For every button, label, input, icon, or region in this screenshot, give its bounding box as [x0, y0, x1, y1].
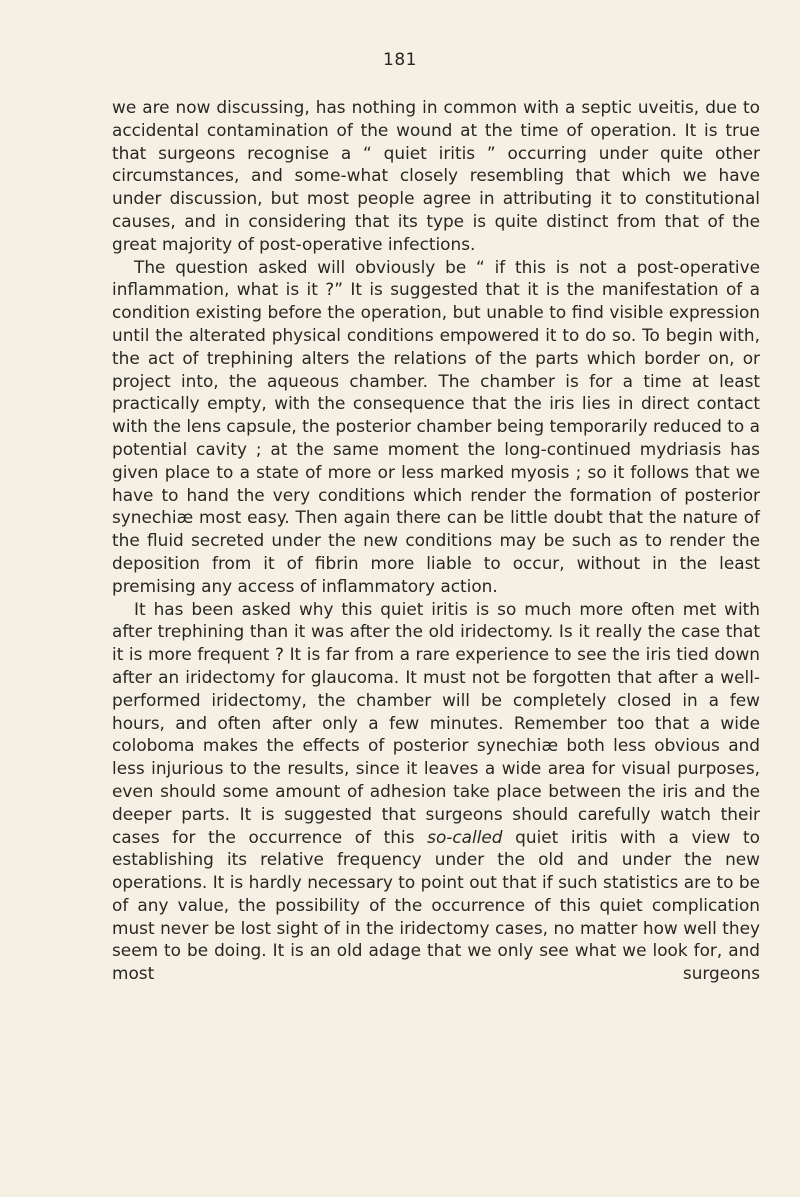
paragraph-question — [112, 256, 760, 598]
body-text — [112, 96, 760, 985]
italic-text-run: so-called — [427, 826, 503, 847]
text-run: quiet iritis with a view to establishing its relative frequency under the old and under the new operations. It is hardly necessary to point out that if such statistics are to be of any value, the possibility of the occurrence of this quiet complication must never be lost sight of in the iridectomy cases, no matter how well they seem to be doing. It is an old adage that we only see what we look for, and most surgeons — [112, 826, 760, 984]
text-run: The question asked will obviously be “ if this is not a post-operative inflammation, what is it ?” It is suggested that it is the manifestation of a condition existing before the operation, but unable to find visible expression until the alterated physical conditions empowered it to do so. To begin with, the act of trephining alters the relations of the parts which border on, or project into, the aqueous chamber. The chamber is for a time at least practically empty, with the consequence that the iris lies in direct contact with the lens capsule, the posterior chamber being temporarily reduced to a potential cavity ; at the same moment the long-continued mydriasis has given place to a state of more or less marked myosis ; so it follows that we have to hand the very conditions which render the formation of posterior synechiæ most easy. Then again there can be little doubt that the nature of the fluid secreted under the new conditions may be such as to render the deposition from it of fibrin more liable to occur, without in the least premising any access of inflammatory action. — [112, 256, 760, 596]
page-number: 181 — [383, 50, 417, 70]
text-run: we are now discussing, has nothing in common with a septic uveitis, due to accidental contamination of the wound at the time of operation. It is true that surgeons recognise a “ quiet iritis ” occurring under quite other circumstances, and some-what closely resembling that which we have under discussion, but most people agree in attributing it to constitutional causes, and in considering that its type is quite distinct from that of the great majority of post-operative infections. — [112, 97, 760, 254]
paragraph-iridectomy — [112, 598, 760, 986]
paragraph-continuation — [112, 96, 760, 256]
text-run: It has been asked why this quiet iritis is so much more often met with after trephining than it was after the old iridectomy. Is it really the case that it is more frequent ? It is far from a rare experience to see the iris tied down after an iridectomy for glaucoma. It must not be forgotten that after a well-performed iridectomy, the chamber will be completely closed in a few hours, and often after only a few minutes. Remember too that a wide coloboma makes the effects of posterior synechiæ both less obvious and less injurious to the results, since it leaves a wide area for visual purposes, even should some amount of adhesion take place between the iris and the deeper parts. It is suggested that surgeons should carefully watch their cases for the occurrence of this — [112, 598, 760, 847]
